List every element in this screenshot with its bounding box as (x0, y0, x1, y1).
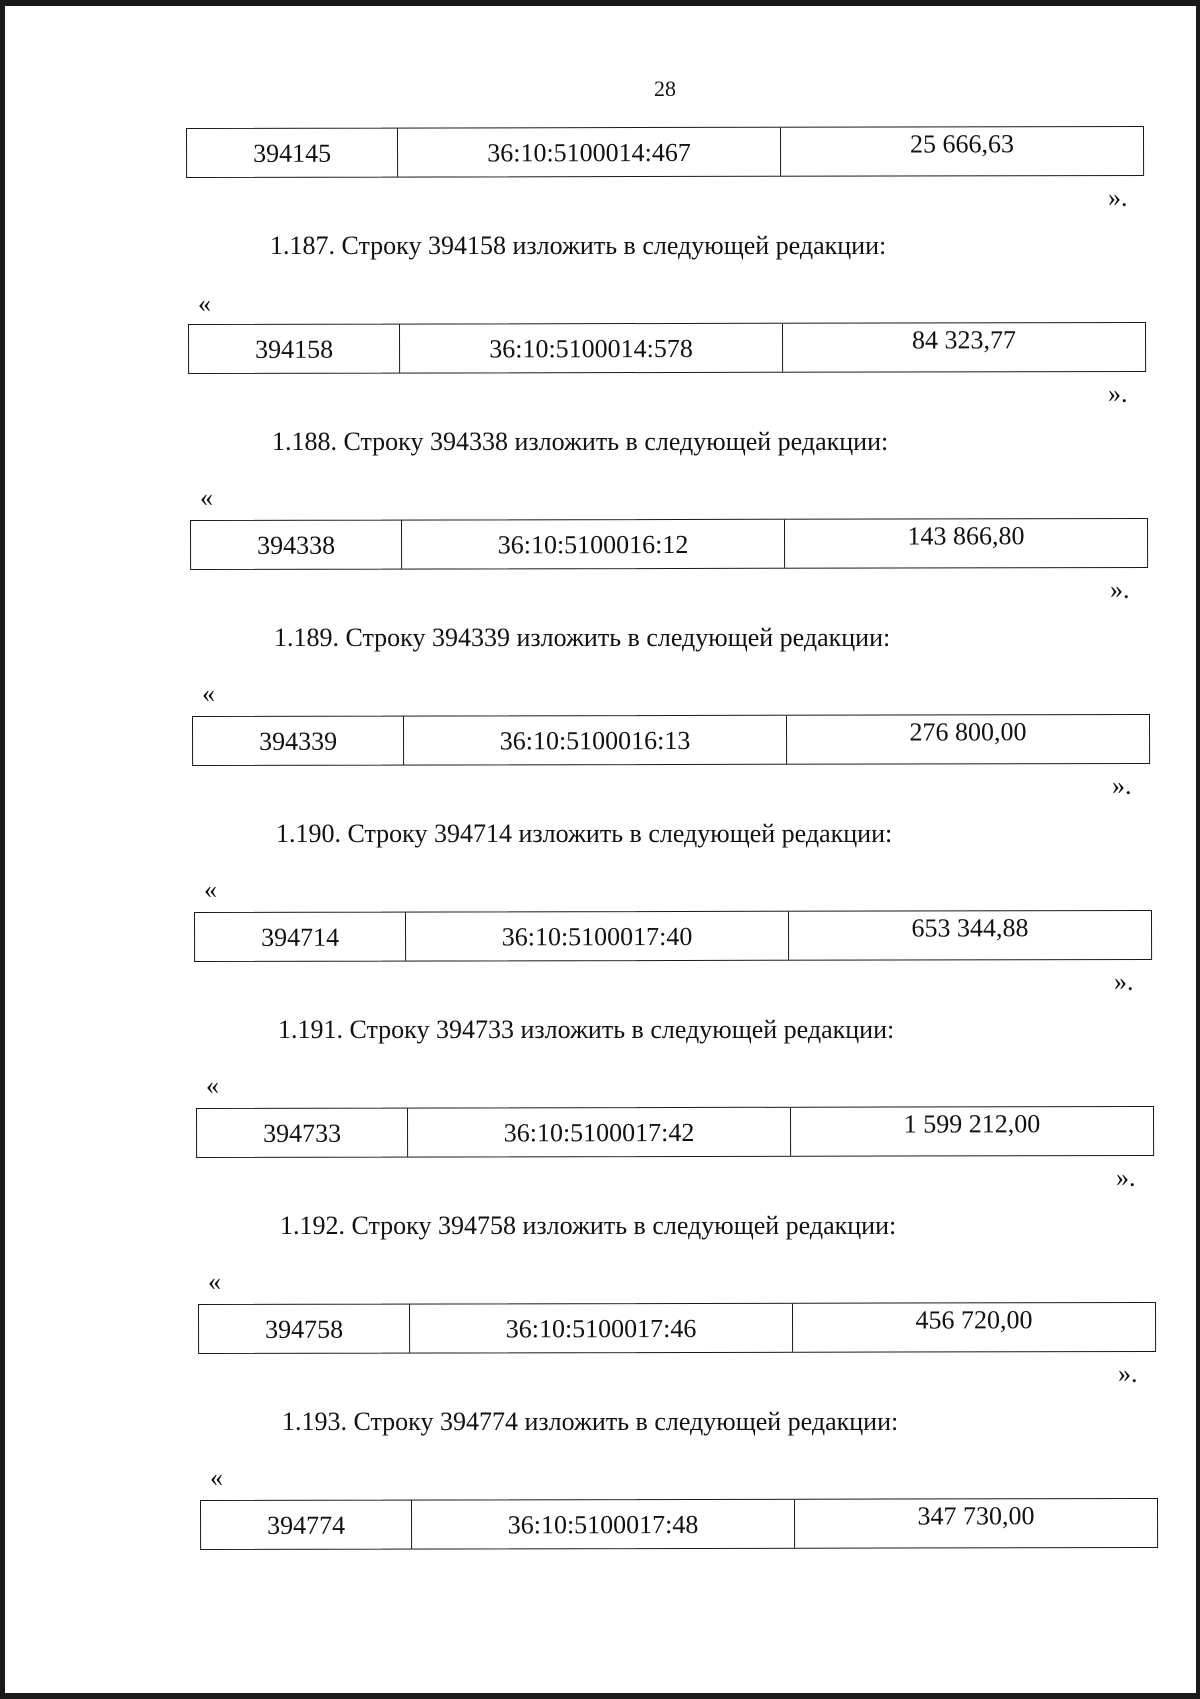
amendment-instruction: 1.187. Строку 394158 изложить в следующей редакции: (270, 231, 887, 260)
table-row (196, 1106, 1154, 1158)
open-quote: « (208, 1267, 221, 1296)
row-value-cell: 1 599 212,00 (790, 1107, 1153, 1156)
amendment-instruction: 1.193. Строку 394774 изложить в следующей редакции: (282, 1407, 899, 1436)
table-row (190, 518, 1148, 570)
close-quote: ». (1114, 967, 1134, 996)
row-code-cell: 394145 (253, 138, 332, 168)
row-cadastral-cell: 36:10:5100014:467 (397, 128, 780, 177)
row-value-cell: 653 344,88 (788, 911, 1151, 960)
row-value-cell: 25 666,63 (780, 127, 1143, 176)
row-code-cell: 394714 (261, 922, 340, 952)
row-value-cell: 143 866,80 (784, 519, 1147, 568)
row-value-cell: 276 800,00 (786, 715, 1149, 764)
row-cadastral-cell: 36:10:5100017:48 (411, 1500, 794, 1549)
open-quote: « (202, 679, 215, 708)
open-quote: « (198, 289, 211, 318)
table-row (200, 1498, 1158, 1550)
close-quote: ». (1110, 575, 1130, 604)
table-row (186, 126, 1144, 178)
row-code-cell: 394339 (259, 726, 338, 756)
table-row (194, 910, 1152, 962)
row-value-cell: 84 323,77 (782, 323, 1145, 372)
open-quote: « (204, 875, 217, 904)
amendment-instruction: 1.191. Строку 394733 изложить в следующей редакции: (278, 1015, 895, 1044)
row-value-cell: 347 730,00 (794, 1499, 1157, 1548)
row-cadastral-cell: 36:10:5100016:12 (401, 520, 784, 569)
close-quote: ». (1112, 771, 1132, 800)
amendment-instruction: 1.190. Строку 394714 изложить в следующей редакции: (276, 819, 893, 848)
row-cadastral-cell: 36:10:5100016:13 (403, 716, 786, 765)
close-quote: ». (1116, 1163, 1136, 1192)
row-code-cell: 394774 (267, 1510, 346, 1540)
row-cadastral-cell: 36:10:5100017:46 (409, 1304, 792, 1353)
row-code-cell: 394158 (255, 334, 334, 364)
row-code-cell: 394758 (265, 1314, 344, 1344)
table-row (192, 714, 1150, 766)
row-code-cell: 394338 (257, 530, 336, 560)
row-cadastral-cell: 36:10:5100017:42 (407, 1108, 790, 1157)
open-quote: « (210, 1463, 223, 1492)
close-quote: ». (1108, 183, 1128, 212)
row-cadastral-cell: 36:10:5100014:578 (399, 324, 782, 373)
close-quote: ». (1118, 1359, 1138, 1388)
open-quote: « (206, 1071, 219, 1100)
row-value-cell: 456 720,00 (792, 1303, 1155, 1352)
amendment-instruction: 1.192. Строку 394758 изложить в следующей редакции: (280, 1211, 897, 1240)
open-quote: « (200, 483, 213, 512)
amendment-instruction: 1.188. Строку 394338 изложить в следующей редакции: (272, 427, 889, 456)
table-row (188, 322, 1146, 374)
row-cadastral-cell: 36:10:5100017:40 (405, 912, 788, 961)
table-row (198, 1302, 1156, 1354)
row-code-cell: 394733 (263, 1118, 342, 1148)
page-number: 28 (654, 76, 676, 101)
close-quote: ». (1108, 379, 1128, 408)
amendment-instruction: 1.189. Строку 394339 изложить в следующей редакции: (274, 623, 891, 652)
